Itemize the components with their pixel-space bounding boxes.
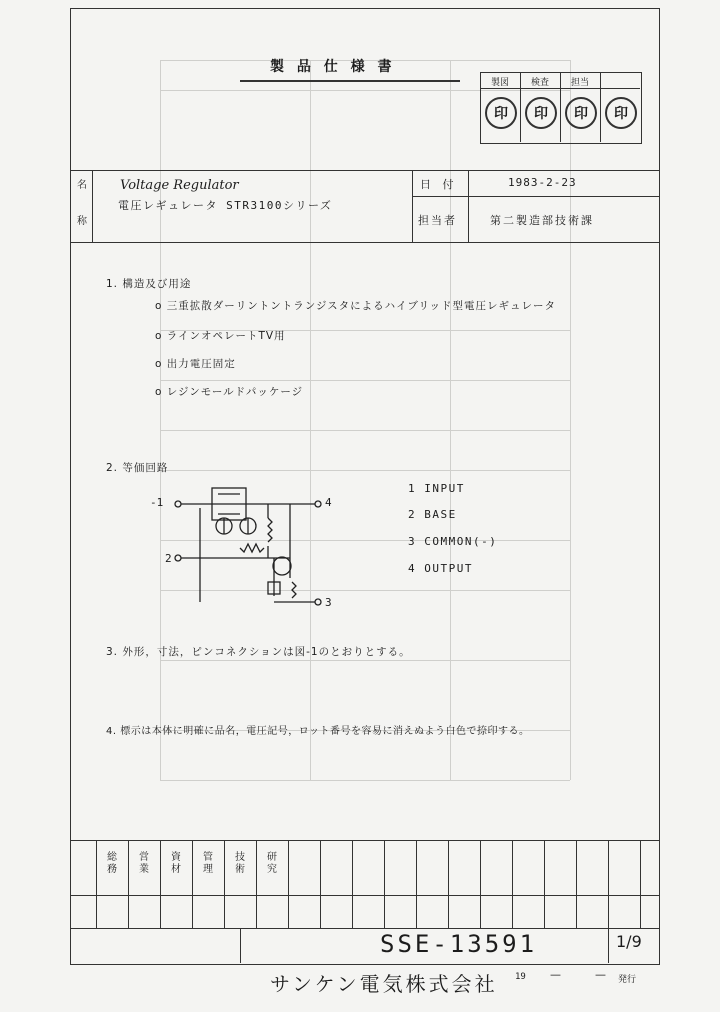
handwritten-product-type: Voltage Regulator [120,178,239,193]
terminal-1-label: -1 [150,496,164,509]
pin-number: 3 [408,535,417,548]
issue-dash-1: — [550,968,561,981]
pin-number: 4 [408,562,417,575]
document-number: SSE-13591 [380,930,538,958]
pin-number: 2 [408,508,417,521]
title-underline [240,80,460,82]
name-label-divider [92,170,93,242]
date-label-divider [468,170,469,242]
equivalent-circuit-diagram [140,478,340,618]
pin-3 [408,535,497,548]
date-divider [412,170,413,242]
s1-bullet-4: o レジンモールドパッケージ [155,386,304,398]
product-name: 電圧レギュレータ STR3100シリーズ [118,199,333,212]
pin-2 [408,508,457,521]
pin-name: BASE [424,508,457,521]
dept-col-3: 資材 [171,852,181,875]
s1-bullet-2: o ラインオペレートTV用 [155,330,286,342]
pin-name: OUTPUT [424,562,473,575]
issue-year: 19 [515,972,526,982]
dept-label: 担当者 [418,214,457,227]
pin-name: COMMON(-) [424,535,498,548]
dept-col-1: 総務 [107,852,117,875]
dept-col-2: 営業 [139,852,149,875]
dept-col-5: 技術 [235,852,245,875]
document-title: 製 品 仕 様 書 [270,59,396,75]
terminal-2-label: 2 [165,552,172,565]
date-value: 1983-2-23 [508,176,577,189]
pin-name: INPUT [424,482,465,495]
pin-4 [408,562,473,575]
issue-dash-2: — [595,968,606,981]
section-3-text: 3. 外形，寸法，ピンコネクションは図-1のとおりとする。 [106,646,411,658]
pin-number: 1 [408,482,417,495]
section-1-title: 1. 構造及び用途 [106,278,192,290]
name-label-1: 名 [77,180,87,191]
dept-value: 第二製造部技術課 [490,214,594,227]
page-number: 1/9 [616,932,642,951]
seal-stamp-2: 印 [525,97,557,129]
terminal-4-label: 4 [325,496,332,509]
seal-stamp-3: 印 [565,97,597,129]
dept-col-4: 管理 [203,852,213,875]
pin-1 [408,482,465,495]
company-name: サンケン電気株式会社 [270,972,498,996]
date-label: 日 付 [420,178,458,191]
date-row-divider [412,196,660,197]
approval-label-2: 検査 [530,78,549,88]
name-label-2: 称 [77,216,87,227]
terminal-3-label: 3 [325,596,332,609]
name-block-top [70,170,660,171]
dept-col-6: 研究 [267,852,277,875]
s1-bullet-1: o 三重拡散ダーリントントランジスタによるハイブリッド型電圧レギュレータ [155,300,557,312]
s1-bullet-3: o 出力電圧固定 [155,358,236,370]
name-block-bottom [70,242,660,243]
issue-label: 発行 [618,975,637,985]
section-4-text: 4. 標示は本体に明確に品名，電圧記号，ロット番号を容易に消えぬよう白色で捺印する。 [106,726,530,737]
seal-stamp-4: 印 [605,97,637,129]
approval-label-1: 製図 [490,78,509,88]
docno-right-divider [608,928,609,963]
docno-left-divider [240,928,241,963]
section-2-title: 2. 等価回路 [106,462,169,474]
seal-stamp-1: 印 [485,97,517,129]
approval-label-3: 担当 [570,78,589,88]
